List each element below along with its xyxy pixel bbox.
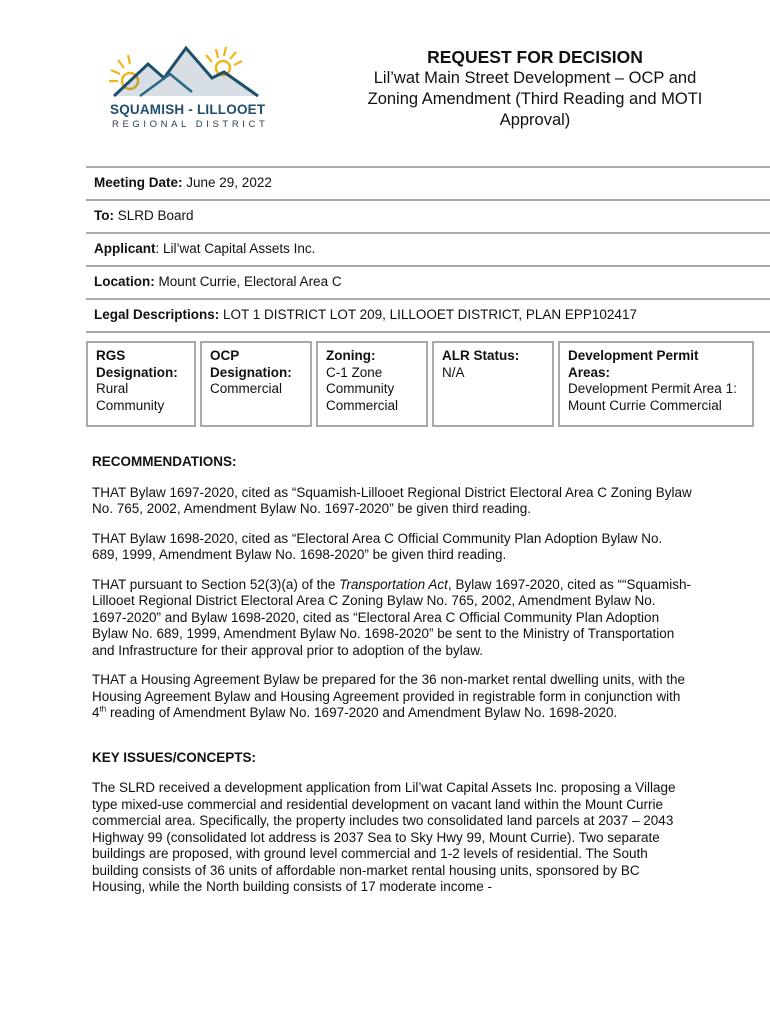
recommendation-3-b: , Bylaw 1697-2020, cited as ““Squamish-Lillooet Regional District Electoral Area C Zoning Bylaw No. 765, 2002, Amendment Bylaw No. 1697-2020” and Bylaw 1698-2020, cited as “Electoral Area C Official Community Plan Adoption Bylaw No. 689, 1999, Amendment Bylaw No. 1698-2020” be sent to the Ministry of Transportation and Infrastructure for their approval prior to adoption of the bylaw.: [92, 576, 692, 658]
location-label: Location:: [94, 274, 155, 289]
document-header: [340, 46, 730, 131]
recommendation-4-a: THAT a Housing Agreement Bylaw be prepared for the 36 non-market rental dwelling units, with the Housing Agreement Bylaw and Housing Agreement provided in registrable form in conjunction with 4: [92, 672, 686, 720]
zoning-value-3: Commercial: [326, 397, 399, 413]
title-line-2: Zoning Amendment (Third Reading and MOTI: [367, 90, 703, 108]
applicant-value: : Lil’wat Capital Assets Inc.: [155, 241, 316, 256]
to-label: To:: [94, 208, 114, 223]
ocp-box: [200, 341, 312, 427]
dp-value-1: Development Permit Area 1:: [568, 381, 737, 396]
mountain-sun-icon: [100, 34, 272, 104]
recommendation-4-b: reading of Amendment Bylaw No. 1697-2020 and Amendment Bylaw No. 1698-2020.: [106, 705, 618, 720]
to-value: SLRD Board: [114, 208, 194, 223]
dp-label-1: Development Permit: [568, 348, 699, 363]
to-row: [86, 199, 770, 232]
zoning-value-2: Community: [326, 381, 395, 396]
zoning-label: Zoning:: [326, 348, 376, 363]
title-line-3: Approval): [499, 111, 571, 129]
meeting-fields: [86, 166, 770, 333]
key-issues-paragraph: The SLRD received a development application from Lil’wat Capital Assets Inc. proposing a Village type mixed-use commercial and residential development on vacant land within the Mount Currie commercial area. Specifically, the property includes two consolidated land parcels at 2037 – 2043 Highway 99 (consolidated lot address is 2037 Sea to Sky Hwy 99, Mount Currie). Two separate buildings are proposed, with ground level commercial and 1-2 levels of residential. The South building consists of 36 units of affordable non-market rental housing units, sponsored by BC Housing, while the North building consists of 17 moderate income -: [92, 780, 676, 894]
recommendation-3-a: THAT pursuant to Section 52(3)(a) of the: [92, 576, 340, 592]
title-line-1: Lil’wat Main Street Development – OCP and: [373, 69, 697, 87]
legal-value: LOT 1 DISTRICT LOT 209, LILLOOET DISTRICT, PLAN EPP102417: [219, 307, 637, 322]
document-type: REQUEST FOR DECISION: [427, 47, 643, 67]
slrd-logo: [100, 34, 272, 136]
ocp-label-1: OCP: [210, 348, 240, 363]
key-issues-heading: KEY ISSUES/CONCEPTS:: [92, 749, 257, 765]
dp-value-2: Mount Currie Commercial: [568, 397, 722, 413]
logo-subtitle: REGIONAL DISTRICT: [112, 119, 269, 130]
location-value: Mount Currie, Electoral Area C: [154, 274, 342, 289]
location-row: [86, 265, 770, 298]
document-body: [92, 454, 692, 909]
dp-box: [558, 341, 754, 427]
recommendation-3-italic: Transportation Act: [339, 576, 448, 592]
legal-label: Legal Descriptions:: [94, 307, 220, 322]
meeting-date-value: June 29, 2022: [182, 175, 272, 190]
dp-label-2: Areas:: [568, 364, 611, 380]
rgs-value-1: Rural: [96, 381, 129, 396]
rgs-box: [86, 341, 196, 427]
zoning-box: [316, 341, 428, 427]
rgs-value-2: Community: [96, 397, 165, 413]
recommendation-3: [92, 577, 692, 660]
ocp-value-1: Commercial: [210, 381, 283, 396]
ocp-label-2: Designation:: [210, 364, 292, 380]
recommendation-4: [92, 672, 692, 722]
alr-box: [432, 341, 554, 427]
applicant-row: [86, 232, 770, 265]
rgs-label-2: Designation:: [96, 364, 178, 380]
meeting-date-row: [86, 166, 770, 199]
logo-name: SQUAMISH - LILLOOET: [110, 102, 266, 117]
legal-row: [86, 298, 770, 333]
meeting-date-label: Meeting Date:: [94, 175, 183, 190]
applicant-label: Applicant: [94, 241, 156, 256]
recommendations-heading: RECOMMENDATIONS:: [92, 454, 237, 469]
alr-label: ALR Status:: [442, 348, 520, 363]
rgs-label-1: RGS: [96, 348, 126, 363]
recommendation-4-sup: th: [99, 704, 107, 714]
alr-value: N/A: [442, 364, 465, 380]
recommendation-2: THAT Bylaw 1698-2020, cited as “Electoral Area C Official Community Plan Adoption Bylaw No. 689, 1999, Amendment Bylaw No. 1698-2020” be given third reading.: [92, 530, 663, 562]
zoning-value-1: C-1 Zone: [326, 364, 383, 380]
recommendation-1: THAT Bylaw 1697-2020, cited as “Squamish-Lillooet Regional District Electoral Area C Zoning Bylaw No. 765, 2002, Amendment Bylaw No. 1697-2020” be given third reading.: [92, 484, 692, 516]
